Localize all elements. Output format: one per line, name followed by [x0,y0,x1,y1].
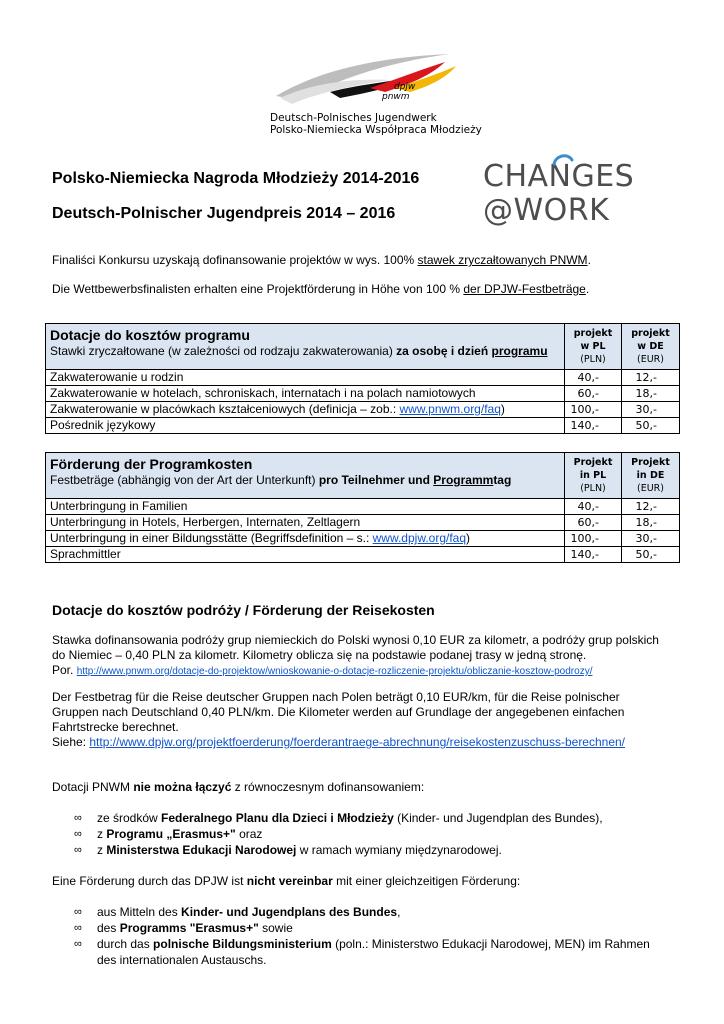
col-header-de: projekt w DE (EUR) [622,324,680,370]
table-row: Unterbringung in einer Bildungsstätte (Begriffsdefinition – s.: www.dpjw.org/faq) 100,- 30,- [46,531,680,547]
changes-at-work-logo [483,160,634,228]
combo-pl-intro: Dotacji PNWM nie można łączyć z równoczesnym dofinansowaniem: [52,780,425,794]
travel-pl: Stawka dofinansowania podróży grup niemieckich do Polski wynosi 0,10 EUR za kilometr, a podróży grup polskich do Niemiec – 0,40 PLN za kilometr. Kilometry oblicza się na podstawie podanej trasy w jedną stronę. Por. http://www.pnwm.org/dotacje-do-projektow/wnioskowanie-o-dotacje-rozliczenie-projektu/obliczanie-kosztow-podrozy/ [52,633,659,677]
intro-de: Die Wettbewerbsfinalisten erhalten eine Projektförderung in Höhe von 100 % der DPJW-Festbeträge. [52,282,590,296]
table-subtitle: Stawki zryczałtowane (w zależności od rodzaju zakwaterowania) za osobę i dzień programu [50,344,548,358]
list-item: ∞ des Programms "Erasmus+" sowie [74,921,293,935]
dpjw-swoosh-graphic [270,48,470,106]
table-header-cell [46,324,565,370]
infinity-bullet-icon: ∞ [74,828,82,840]
infinity-bullet-icon: ∞ [74,922,82,934]
dpjw-faq-link[interactable]: www.dpjw.org/faq [372,531,467,545]
pnwm-faq-link[interactable]: www.pnwm.org/faq [399,402,501,416]
infinity-bullet-icon: ∞ [74,812,82,824]
list-item: ∞ durch das polnische Bildungsministerium (poln.: Ministerstwo Edukacji Narodowej, MEN) im Rahmen [74,937,650,951]
dpjw-travel-link[interactable]: http://www.dpjw.org/projektfoerderung/foerderantraege-abrechnung/reisekostenzuschuss-berechnen/ [89,735,626,749]
pnwm-rates-link[interactable]: stawek zryczałtowanych PNWM [417,253,588,267]
table-row: Pośrednik językowy 140,- 50,- [46,418,680,434]
table-subtitle: Festbeträge (abhängig von der Art der Unterkunft) pro Teilnehmer und Programmtag [50,473,512,487]
table-header-row [46,324,680,370]
table-title: Förderung der Programkosten [50,456,253,472]
col-header-pl: projekt w PL (PLN) [565,324,622,370]
dpjw-abbr: dpjw [394,82,416,92]
combo-de-list [52,904,682,968]
infinity-bullet-icon: ∞ [74,844,82,856]
pnwm-abbr: pnwm [382,92,410,102]
infinity-bullet-icon: ∞ [74,938,82,950]
changes-logo-line1: CHANGES [483,159,635,194]
title-de: Deutsch-Polnischer Jugendpreis 2014 – 2016 [52,205,396,222]
table-header-cell [46,453,565,499]
list-item-continuation: des internationalen Austauschs. [97,953,267,967]
logo-line-pl: Polsko-Niemiecka Współpraca Młodzieży [270,124,482,136]
table-row: Zakwaterowanie w hotelach, schroniskach, internatach i na polach namiotowych 60,- 18,- [46,386,680,402]
table-row: Unterbringung in Familien 40,- 12,- [46,499,680,515]
logo-line-de: Deutsch-Polnisches Jugendwerk [270,112,437,124]
travel-heading: Dotacje do kosztów podróży / Förderung der Reisekosten [52,602,435,618]
list-item: ∞ z Programu „Erasmus+" oraz [74,827,263,841]
table-row: Zakwaterowanie w placówkach kształceniowych (definicja – zob.: www.pnwm.org/faq) 100,- 30,- [46,402,680,418]
list-item: ∞ z Ministerstwa Edukacji Narodowej w ramach wymiany międzynarodowej. [74,843,502,857]
intro-pl: Finaliści Konkursu uzyskają dofinansowanie projektów w wys. 100% stawek zryczałtowanych PNWM. [52,253,591,267]
changes-logo-line2: @WORK [483,193,610,228]
table-row: Unterbringung in Hotels, Herbergen, Internaten, Zeltlagern 60,- 18,- [46,515,680,531]
travel-de: Der Festbetrag für die Reise deutscher Gruppen nach Polen beträgt 0,10 EUR/km, für die Reise polnischer Gruppen nach Deutschland 0,40 PLN/km. Die Kilometer werden auf Grundlage der angegebenen einfachen Fahrtstrecke berechnet. Siehe: http://www.dpjw.org/projektfoerderung/foerderantraege-abrechnung/reisekostenzuschuss-berechnen/ [52,690,626,749]
table-program-costs-pl [45,323,680,434]
table-row: Zakwaterowanie u rodzin 40,- 12,- [46,370,680,386]
dpjw-rates-link[interactable]: der DPJW-Festbeträge [463,282,586,296]
col-header-pl: Projekt in PL (PLN) [565,453,622,499]
table-title: Dotacje do kosztów programu [50,327,250,343]
title-pl: Polsko-Niemiecka Nagroda Młodzieży 2014-2016 [52,170,420,187]
dpjw-logo [270,48,482,140]
col-header-de: Projekt in DE (EUR) [622,453,680,499]
pnwm-travel-link[interactable]: http://www.pnwm.org/dotacje-do-projektow/wnioskowanie-o-dotacje-rozliczenie-projektu/obliczanie-kosztow-podrozy/ [76,666,593,677]
infinity-bullet-icon: ∞ [74,906,82,918]
combo-de-intro: Eine Förderung durch das DPJW ist nicht vereinbar mit einer gleichzeitigen Förderung: [52,874,521,888]
changes-logo-accent-icon [552,152,574,166]
combo-pl-list [52,810,682,858]
table-header-row [46,453,680,499]
list-item: ∞ ze środków Federalnego Planu dla Dzieci i Młodzieży (Kinder- und Jugendplan des Bundes), [74,811,603,825]
table-row: Sprachmittler 140,- 50,- [46,547,680,563]
table-program-costs-de [45,452,680,563]
list-item: ∞ aus Mitteln des Kinder- und Jugendplans des Bundes, [74,905,401,919]
